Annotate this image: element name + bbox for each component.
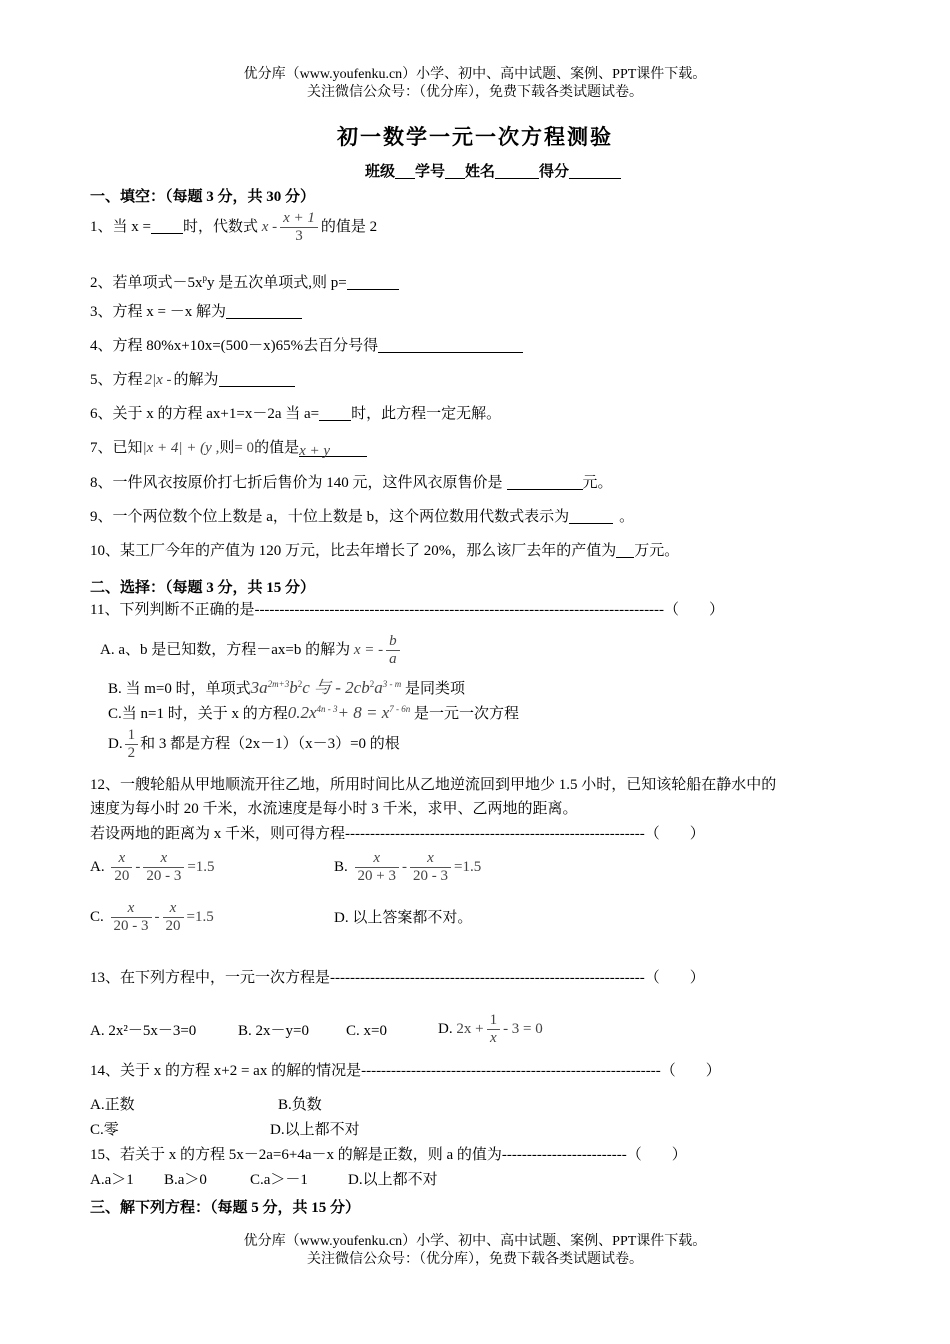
q1-text-c: 的值是 2 [320,218,378,235]
q12-c-num-1: x [111,900,152,918]
q11-a-fraction [386,633,400,668]
q11-option-c[interactable] [108,699,519,724]
q15-option-d[interactable]: D.以上都不对 [348,1172,438,1188]
q15-option-a[interactable]: A.a＞1 [90,1172,134,1188]
q5-text-a: 5、方程 [90,372,143,388]
q5-text-b: 的解为 [173,372,219,388]
q12-a-den-2: 20 - 3 [146,868,182,884]
q12-b-fraction-2 [410,850,451,885]
question-15-stem [90,1145,687,1165]
q12-option-c[interactable] [90,900,214,935]
q2-text-b: y 是五次单项式,则 p= [207,275,347,291]
q12-option-d[interactable]: D. 以上答案都不对。 [334,910,473,926]
q12-c-fraction-2 [163,900,184,935]
q11-d-text: 和 3 都是方程（2x－1）（x－3）=0 的根 [140,735,400,752]
q11-c-sup-1: 4n - 3 [316,704,338,714]
q2-text-a: 2、若单项式－5x [90,275,203,291]
q11-b-sup-3: 2 [369,679,375,689]
name-label: 姓名 [465,164,496,180]
q12-c-op: - [154,908,160,925]
q1-text-a: 1、当 x = [90,218,151,235]
q13-stem-text: 13、在下列方程中，一元一次方程是--------------------------------------------------------------- [90,970,645,986]
q9-text-a: 9、一个两位数个位上数是 a，十位上数是 b，这个两位数用代数式表示为 [90,509,570,525]
q7-text-c: 的值是 [254,440,300,456]
q13-d-denominator: x [489,1030,497,1046]
q10-text-b: 万元。 [634,543,680,559]
header-line-1: 优分库（www.youfenku.cn）小学、初中、高中试题、案例、PPT课件下载。 [243,67,707,82]
q11-option-b[interactable] [108,674,465,699]
student-info [365,160,621,181]
section-2-heading: 二、选择：（每题 3 分，共 15 分） [90,580,316,596]
q11-b-math-3: c 与 - 2cb [302,678,370,697]
q12-b-label: B. [334,858,348,875]
q12-b-num-2: x [410,850,451,868]
q11-b-math-2: b [289,678,298,697]
q11-c-text-b: 是一元一次方程 [414,706,520,722]
q11-b-math-1: 3a [250,678,268,697]
question-9 [90,507,634,527]
q12-a-label: A. [90,858,105,875]
question-10 [90,541,679,561]
q12-a-result: =1.5 [187,858,215,875]
q5-blank[interactable] [219,371,295,387]
q4-text: 4、方程 80%x+10x=(500－x)65%去百分号得 [90,338,379,354]
q11-d-numerator: 1 [125,727,139,745]
q12-b-den-2: 20 - 3 [412,868,448,884]
section-3-heading: 三、解下列方程：（每题 5 分，共 15 分） [90,1200,361,1216]
q12-c-den-2: 20 [165,918,181,934]
q2-blank[interactable] [347,274,399,290]
class-label: 班级 [365,164,396,180]
q13-answer-paren[interactable]: （ ） [644,970,705,986]
q1-text-b: 时，代数式 [182,218,258,235]
q3-text: 3、方程 x = －x 解为 [90,304,226,320]
score-blank[interactable] [569,163,621,179]
q8-blank[interactable] [507,474,583,490]
q11-option-d[interactable] [108,727,400,762]
q12-c-result: =1.5 [186,908,214,925]
q8-text-a: 8、一件风衣按原价打七折后售价为 140 元，这件风衣原售价是 [90,475,503,491]
q6-blank[interactable] [319,405,351,421]
q10-text-a: 10、某工厂今年的产值为 120 万元，比去年增长了 20%，那么该厂去年的产值为 [90,543,617,559]
score-label: 得分 [539,164,570,180]
id-label: 学号 [415,164,446,180]
q1-fraction [280,210,318,245]
q12-option-b[interactable] [334,850,481,885]
question-14-stem [90,1061,721,1081]
q12-line-1: 12、一艘轮船从甲地顺流开往乙地，所用时间比从乙地逆流回到甲地少 1.5 小时，已知该轮船在静水中的 [90,777,777,793]
q12-a-den-1: 20 [114,868,130,884]
q10-blank[interactable] [616,542,634,558]
question-13-stem [90,968,705,988]
q13-d-math-1: 2x + [456,1020,484,1037]
q14-option-b[interactable]: B.负数 [278,1097,322,1113]
q11-b-sup-4: 3 - m [382,679,402,689]
question-6 [90,404,501,424]
q1-numerator: x + 1 [280,210,318,228]
q7-text-a: 7、已知 [90,440,143,456]
q15-option-c[interactable]: C.a＞－1 [250,1172,308,1188]
q11-a-denominator: a [389,651,397,667]
q13-d-fraction [487,1012,501,1047]
class-blank[interactable] [395,163,415,179]
q7-math-1: |x + 4| + (y , [142,440,220,456]
q6-text-b: 时，此方程一定无解。 [351,406,502,422]
q11-d-denominator: 2 [127,745,136,761]
q9-blank[interactable] [569,508,613,524]
q5-math: 2|x - [144,372,172,388]
q2-exponent: p [202,273,208,283]
q13-option-c[interactable]: C. x=0 [346,1023,387,1039]
q12-option-a[interactable] [90,850,215,885]
q12-b-fraction-1 [355,850,399,885]
question-4 [90,336,523,356]
q1-denominator: 3 [295,228,303,244]
footer-line-1: 优分库（www.youfenku.cn）小学、初中、高中试题、案例、PPT课件下载。 [243,1234,707,1249]
q12-a-op: - [135,858,141,875]
q11-b-sup-1: 2m+3 [267,679,290,689]
q11-answer-paren[interactable]: （ ） [664,602,725,618]
q12-c-fraction-1 [111,900,152,935]
q12-a-num-2: x [143,850,184,868]
header-line-2: 关注微信公众号：（优分库），免费下载各类试题试卷。 [307,85,643,100]
q14-answer-paren[interactable]: （ ） [660,1063,721,1079]
q1-math-x: x - [261,218,278,235]
q13-d-label: D. [438,1020,453,1037]
q7-blank[interactable]: x + y [299,441,367,457]
q11-d-fraction [125,727,139,762]
question-5 [90,370,295,390]
q13-d-numerator: 1 [487,1012,501,1030]
q6-text-a: 6、关于 x 的方程 ax+1=x－2a 当 a= [90,406,320,422]
q12-a-num-1: x [111,850,132,868]
q12-c-label: C. [90,908,104,925]
q13-option-d[interactable] [438,1012,543,1047]
q12-c-den-1: 20 - 3 [113,918,149,934]
q11-a-math: x = - [353,641,384,658]
name-blank[interactable] [495,163,539,179]
q11-c-math-1: 0.2x [287,703,317,722]
q7-text-b: 则 [219,440,235,456]
q12-b-num-1: x [355,850,399,868]
question-11-stem [90,600,724,620]
q11-c-text-a: C.当 n=1 时，关于 x 的方程 [108,706,288,722]
page-title: 初一数学一元一次方程测验 [337,125,613,149]
q12-line-2: 速度为每小时 20 千米，水流速度是每小时 3 千米，求甲、乙两地的距离。 [90,801,578,817]
q11-b-sup-2: 2 [297,679,303,689]
q15-stem-text: 15、若关于 x 的方程 5x－2a=6+4a－x 的解是正数，则 a 的值为------------------------- [90,1147,627,1163]
q11-c-math-2: + 8 = x [337,703,390,722]
q15-answer-paren[interactable]: （ ） [626,1147,687,1163]
question-1 [90,210,377,245]
q12-b-den-1: 20 + 3 [357,868,396,884]
q11-a-text: A. a、b 是已知数，方程－ax=b 的解为 [100,641,351,658]
q7-math-2: = 0 [234,440,255,456]
section-1-heading: 一、填空：（每题 3 分，共 30 分） [90,189,316,205]
q12-line-3 [90,824,705,844]
q14-option-d[interactable]: D.以上都不对 [270,1122,360,1138]
q13-option-b[interactable]: B. 2x－y=0 [238,1023,309,1039]
q11-d-label: D. [108,735,123,752]
q12-c-num-2: x [163,900,184,918]
q4-blank[interactable] [378,337,523,353]
q13-d-math-2: - 3 = 0 [503,1020,543,1037]
question-3 [90,302,302,322]
q14-stem-text: 14、关于 x 的方程 x+2 = ax 的解的情况是------------------------------------------------------------ [90,1063,661,1079]
q11-b-text-a: B. 当 m=0 时，单项式 [108,681,251,697]
q8-text-b: 元。 [582,475,613,491]
q12-line-3-text: 若设两地的距离为 x 千米，则可得方程------------------------------------------------------------ [90,826,645,842]
q13-option-a[interactable]: A. 2x²－5x－3=0 [90,1023,197,1039]
q12-a-fraction-2 [143,850,184,885]
q1-blank[interactable] [151,218,183,234]
question-7 [90,438,367,458]
q11-stem-text: 11、下列判断不正确的是---------------------------------------------------------------------------------- [90,602,665,618]
q14-option-a[interactable]: A.正数 [90,1097,135,1113]
q12-b-result: =1.5 [453,858,482,875]
q11-a-numerator: b [386,633,400,651]
question-8 [90,473,613,493]
question-2 [90,268,399,293]
q11-option-a[interactable] [100,633,403,668]
q12-a-fraction-1 [111,850,132,885]
footer-line-2: 关注微信公众号：（优分库），免费下载各类试题试卷。 [307,1252,643,1267]
q11-c-sup-2: 7 - 6n [389,704,411,714]
q11-b-text-b: 是同类项 [404,681,465,697]
q12-b-op: - [401,858,407,875]
q14-option-c[interactable]: C.零 [90,1122,119,1138]
q15-option-b[interactable]: B.a＞0 [164,1172,207,1188]
q12-answer-paren[interactable]: （ ） [644,826,705,842]
q9-text-b: 。 [619,509,635,525]
id-blank[interactable] [445,163,465,179]
q11-b-math-4: a [374,678,383,697]
q3-blank[interactable] [226,303,302,319]
